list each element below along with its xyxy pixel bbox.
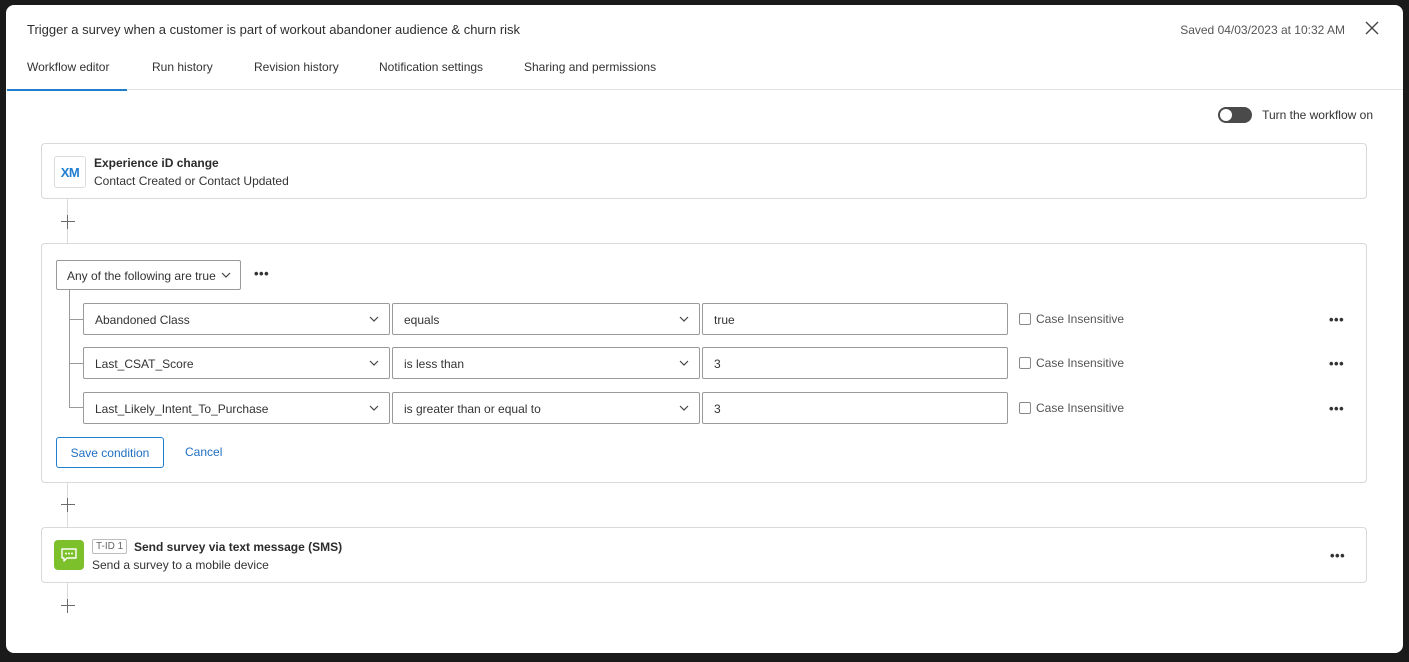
condition-value-input[interactable]: 3: [702, 392, 1008, 424]
condition-operator-value: is greater than or equal to: [404, 402, 541, 416]
top-bar: [6, 5, 1403, 57]
case-insensitive-checkbox[interactable]: [1019, 400, 1124, 416]
case-insensitive-label: Case Insensitive: [1036, 312, 1125, 326]
match-mode-value: Any of the following are true: [67, 269, 216, 283]
condition-field-value: Last_CSAT_Score: [95, 357, 194, 371]
condition-field-value: Last_Likely_Intent_To_Purchase: [95, 402, 269, 416]
checkbox-box: [1019, 357, 1031, 369]
tab-notification-settings[interactable]: Notification settings: [379, 60, 484, 74]
condition-value-input[interactable]: 3: [702, 347, 1008, 379]
row-more-icon[interactable]: •••: [1329, 356, 1345, 371]
condition-operator-select[interactable]: [392, 303, 700, 335]
add-step-plus-icon[interactable]: [61, 498, 75, 512]
condition-operator-value: equals: [404, 313, 440, 327]
chevron-down-icon: [369, 405, 379, 411]
trigger-card[interactable]: [41, 143, 1367, 199]
trigger-title: Experience iD change: [94, 156, 219, 170]
saved-status: Saved 04/03/2023 at 10:32 AM: [1180, 23, 1345, 37]
chevron-down-icon: [369, 360, 379, 366]
condition-tree-branch: [69, 363, 83, 364]
row-more-icon[interactable]: •••: [1329, 312, 1345, 327]
row-more-icon[interactable]: •••: [1329, 401, 1345, 416]
case-insensitive-label: Case Insensitive: [1036, 356, 1125, 370]
checkbox-box: [1019, 402, 1031, 414]
tab-revision-history[interactable]: Revision history: [254, 60, 339, 74]
condition-field-select[interactable]: [83, 303, 390, 335]
condition-tree-branch: [69, 319, 83, 320]
xm-logo: XM: [54, 156, 86, 188]
workflow-title: Trigger a survey when a customer is part of workout abandoner audience & churn risk: [27, 22, 521, 37]
case-insensitive-label: Case Insensitive: [1036, 401, 1125, 415]
add-step-plus-icon[interactable]: [61, 215, 75, 229]
trigger-subtitle: Contact Created or Contact Updated: [94, 174, 289, 188]
condition-operator-select[interactable]: [392, 392, 700, 424]
chevron-down-icon: [679, 405, 689, 411]
workflow-toggle-group: [1218, 106, 1373, 124]
match-mode-select[interactable]: [56, 260, 241, 290]
chevron-down-icon: [369, 316, 379, 322]
task-subtitle: Send a survey to a mobile device: [92, 558, 269, 572]
chevron-down-icon: [221, 272, 231, 278]
case-insensitive-checkbox[interactable]: [1019, 311, 1124, 327]
condition-value-input[interactable]: true: [702, 303, 1008, 335]
checkbox-box: [1019, 313, 1031, 325]
sms-chat-icon: [54, 540, 84, 570]
task-card[interactable]: [41, 527, 1367, 583]
task-id-badge: T-ID 1: [92, 539, 127, 554]
workflow-toggle-label: Turn the workflow on: [1262, 108, 1373, 122]
workflow-toggle[interactable]: [1218, 107, 1252, 123]
condition-card: [41, 243, 1367, 483]
condition-operator-select[interactable]: [392, 347, 700, 379]
task-title: Send survey via text message (SMS): [134, 540, 343, 554]
condition-field-select[interactable]: [83, 347, 390, 379]
save-condition-button[interactable]: Save condition: [56, 437, 164, 468]
workflow-window: [6, 5, 1403, 653]
tab-run-history[interactable]: Run history: [152, 60, 213, 74]
chevron-down-icon: [679, 360, 689, 366]
tab-workflow-editor[interactable]: Workflow editor: [27, 60, 109, 90]
condition-tree-branch: [69, 407, 83, 408]
condition-more-icon[interactable]: •••: [254, 266, 270, 281]
task-more-icon[interactable]: •••: [1330, 548, 1346, 563]
add-step-plus-icon[interactable]: [61, 599, 75, 613]
condition-tree-line: [69, 290, 70, 408]
tab-bar: [6, 57, 1403, 90]
condition-operator-value: is less than: [404, 357, 465, 371]
cancel-button[interactable]: Cancel: [185, 445, 223, 459]
close-icon[interactable]: [1363, 19, 1381, 37]
condition-field-value: Abandoned Class: [95, 313, 190, 327]
chevron-down-icon: [679, 316, 689, 322]
condition-field-select[interactable]: [83, 392, 390, 424]
case-insensitive-checkbox[interactable]: [1019, 355, 1124, 371]
tab-sharing-and-permissions[interactable]: Sharing and permissions: [524, 60, 657, 74]
